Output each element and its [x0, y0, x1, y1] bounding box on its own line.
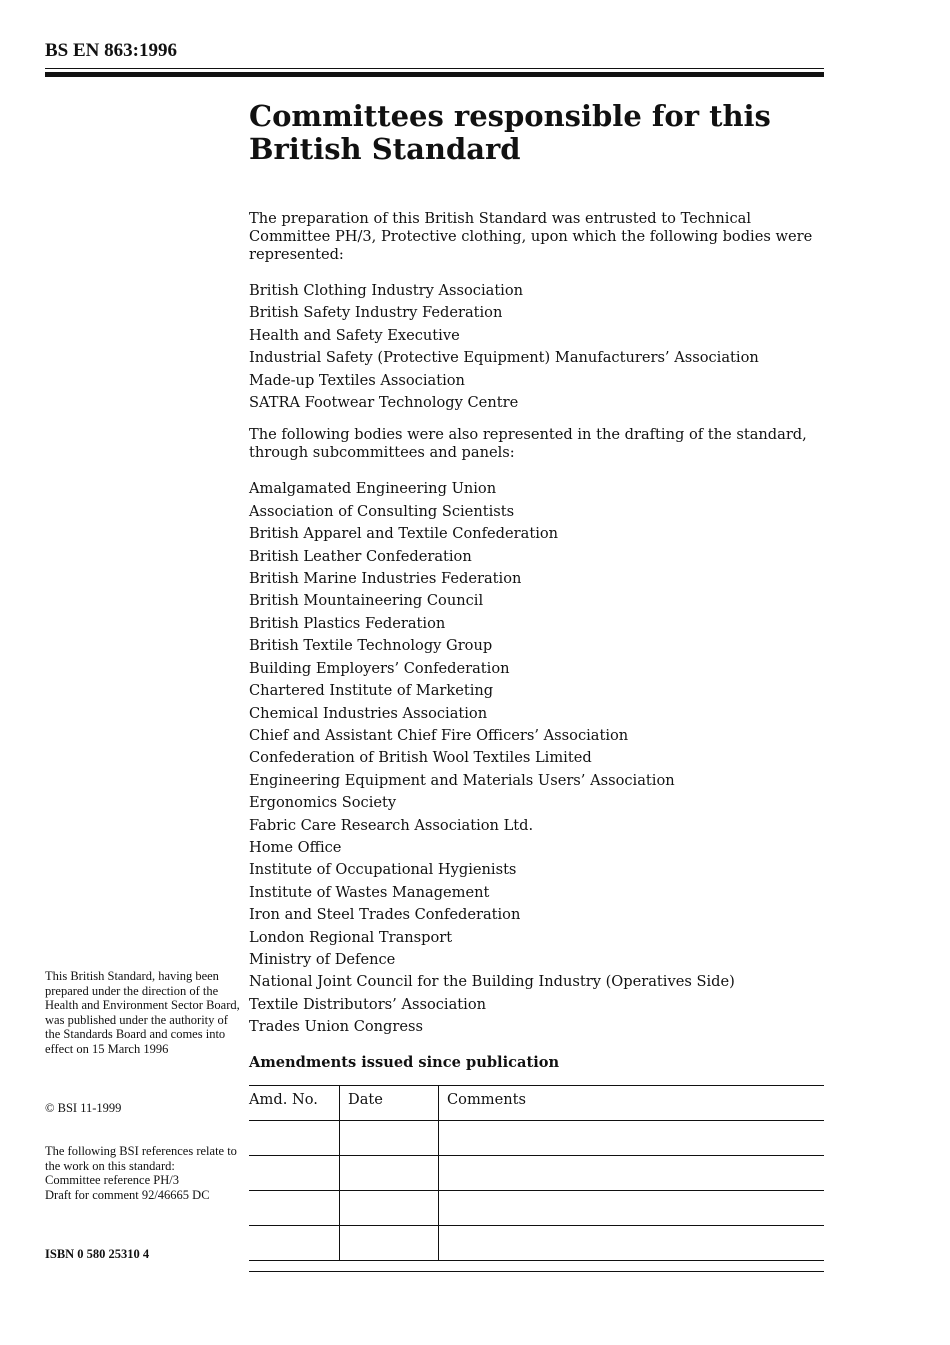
document-code: BS EN 863:1996	[45, 40, 177, 61]
publication-note: This British Standard, having been prepared under the direction of the Health and Environment Sector Board, was published under the authority of the Standards Board and comes into effect on 15 March 1996	[45, 969, 240, 1056]
main-content	[249, 210, 824, 1039]
list-item: London Regional Transport	[249, 928, 453, 946]
list-item: British Leather Confederation	[249, 547, 472, 565]
comments-header: Comments	[439, 1086, 825, 1121]
date-header: Date	[340, 1086, 439, 1121]
subcommittee-bodies-list	[249, 478, 824, 1038]
list-item: British Safety Industry Federation	[249, 304, 503, 322]
list-item: Ergonomics Society	[249, 794, 397, 812]
intro-paragraph: The preparation of this British Standard was entrusted to Technical Committee PH/3, Protective clothing, upon which the following bodies were represented:	[249, 210, 813, 263]
list-item: Textile Distributors’ Association	[249, 995, 487, 1013]
footer-rule	[249, 1271, 824, 1272]
list-item: Chartered Institute of Marketing	[249, 682, 494, 700]
table-row	[249, 1121, 824, 1156]
list-item: Association of Consulting Scientists	[249, 502, 515, 520]
list-item: Institute of Occupational Hygienists	[249, 861, 517, 879]
list-item: Health and Safety Executive	[249, 326, 460, 344]
committee-reference: Committee reference PH/3	[45, 1173, 179, 1187]
table-row	[249, 1226, 824, 1261]
also-intro-paragraph: The following bodies were also represented in the drafting of the standard, through subcommittees and panels:	[249, 426, 807, 462]
table-header-row	[249, 1086, 824, 1121]
list-item: Trades Union Congress	[249, 1018, 423, 1036]
header-rule-thick	[45, 72, 824, 77]
list-item: British Textile Technology Group	[249, 637, 493, 655]
isbn: ISBN 0 580 25310 4	[45, 1247, 150, 1261]
list-item: British Marine Industries Federation	[249, 570, 522, 588]
header-rule-thin	[45, 68, 824, 69]
amd-no-header: Amd. No.	[249, 1086, 340, 1121]
page-title: Committees responsible for this British Standard	[249, 99, 771, 166]
bsi-references	[45, 1144, 240, 1202]
list-item: SATRA Footwear Technology Centre	[249, 394, 519, 412]
list-item: Home Office	[249, 838, 342, 856]
list-item: Fabric Care Research Association Ltd.	[249, 816, 534, 834]
list-item: British Mountaineering Council	[249, 592, 484, 610]
list-item: British Apparel and Textile Confederation	[249, 525, 559, 543]
table-row	[249, 1156, 824, 1191]
list-item: Building Employers’ Confederation	[249, 659, 510, 677]
list-item: Chief and Assistant Chief Fire Officers’ Association	[249, 726, 629, 744]
list-item: Confederation of British Wool Textiles Limited	[249, 749, 592, 767]
list-item: Ministry of Defence	[249, 950, 396, 968]
list-item: National Joint Council for the Building Industry (Operatives Side)	[249, 973, 735, 991]
amendments-table	[249, 1085, 824, 1261]
list-item: Industrial Safety (Protective Equipment) Manufacturers’ Association	[249, 349, 759, 367]
table-row	[249, 1191, 824, 1226]
amendments-title: Amendments issued since publication	[249, 1054, 560, 1071]
copyright-notice: © BSI 11-1999	[45, 1101, 122, 1115]
list-item: Iron and Steel Trades Confederation	[249, 906, 521, 924]
list-item: Made-up Textiles Association	[249, 371, 465, 389]
list-item: Amalgamated Engineering Union	[249, 480, 497, 498]
committee-bodies-list	[249, 280, 824, 414]
list-item: Engineering Equipment and Materials Users’ Association	[249, 771, 675, 789]
draft-reference: Draft for comment 92/46665 DC	[45, 1187, 210, 1202]
refs-intro: The following BSI references relate to the work on this standard:	[45, 1144, 237, 1173]
list-item: British Plastics Federation	[249, 614, 446, 632]
list-item: Institute of Wastes Management	[249, 883, 490, 901]
list-item: Chemical Industries Association	[249, 704, 488, 722]
list-item: British Clothing Industry Association	[249, 282, 524, 299]
